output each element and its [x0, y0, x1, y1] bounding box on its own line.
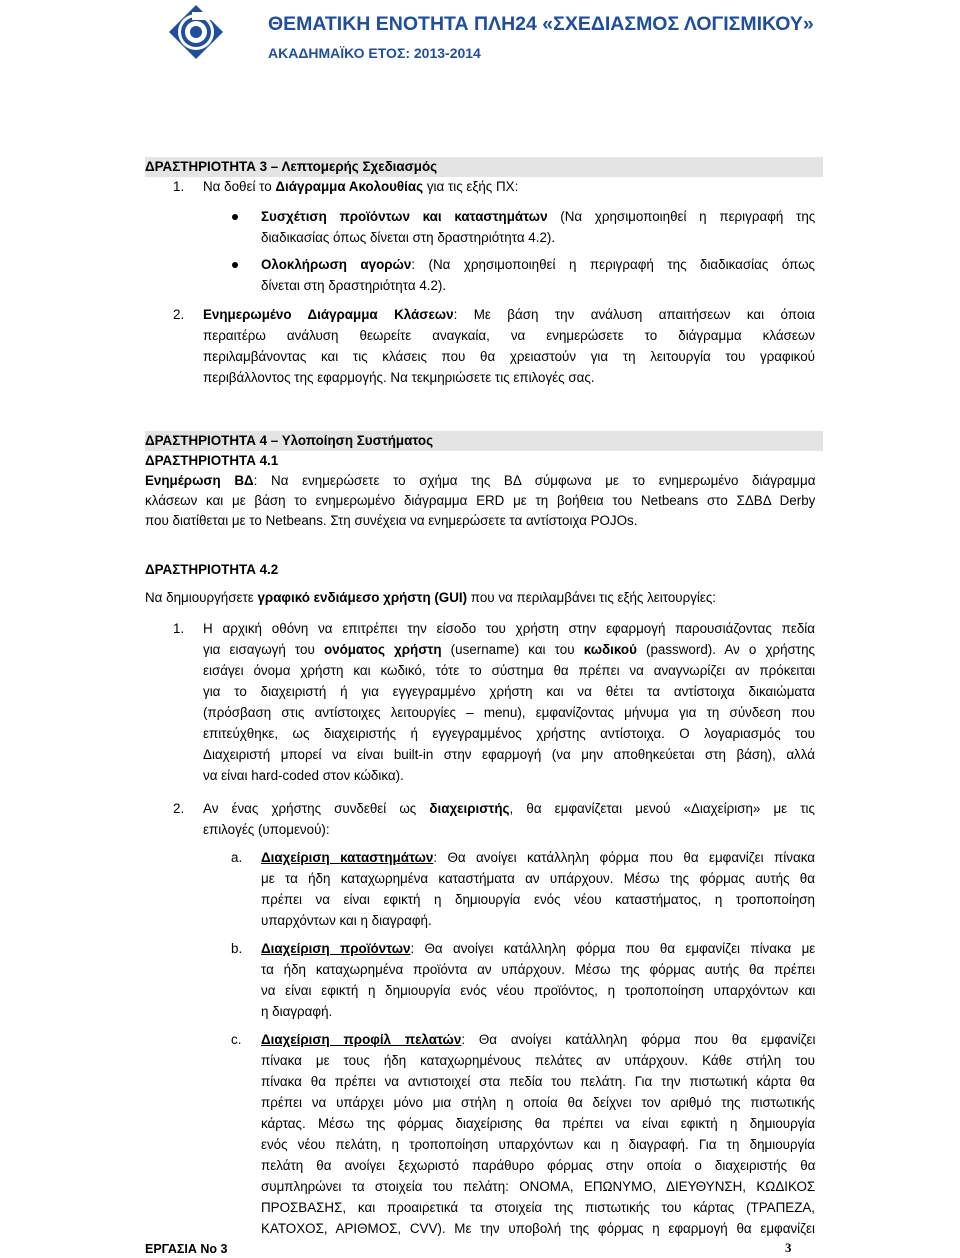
paragraph-line: που διατίθεται με το Netbeans. Στη συνέχεια να ενημερώσετε τα αντίστοιχα POJOs.	[145, 513, 638, 528]
list-number: 1.	[173, 179, 185, 194]
list-number: 1.	[173, 621, 185, 636]
sublist-item: Διαχείριση προϊόντων: Θα ανοίγει κατάλληλη φόρμα που θα εμφανίζει πίνακα με	[261, 941, 815, 956]
list-item-line: (πρόσβαση στις αντίστοιχες λειτουργίες – menu), εμφανίζοντας μήνυμα για τη σύνδεση που	[203, 705, 815, 720]
sublist-item: Διαχείριση καταστημάτων: Θα ανοίγει κατάλληλη φόρμα που θα εμφανίζει πίνακα	[261, 850, 815, 865]
page-number: 3	[785, 1240, 792, 1255]
list-item-line: εισάγει όνομα χρήστη και κωδικό, τότε το σύστημα θα πρέπει να αναγνωρίζει αν πρόκειται	[203, 663, 815, 678]
sublist-item-line: ενός νέου πελάτη, η τροποποίηση υπαρχόντων και η διαγραφή. Για τη δημιουργία	[261, 1137, 815, 1152]
sublist-item-line: ΚΑΤΟΧΟΣ, ΑΡΙΘΜΟΣ, CVV). Με την υποβολή της φόρμας η εφαρμογή θα εμφανίζει	[261, 1221, 815, 1236]
list-item-line: περιβάλλοντος της εφαρμογής. Να τεκμηριώσετε τις επιλογές σας.	[203, 370, 595, 385]
list-item: Η αρχική οθόνη να επιτρέπει την είσοδο του χρήστη στην εφαρμογή παρουσιάζοντας πεδία	[203, 621, 815, 636]
list-item-line: για εισαγωγή του ονόματος χρήστη (username) και του κωδικού (password). Αν ο χρήστης	[203, 642, 815, 657]
bullet-item: Συσχέτιση προϊόντων και καταστημάτων (Να χρησιμοποιηθεί η περιγραφή της	[261, 209, 815, 224]
list-item-line: για το διαχειριστή ή για εγγεγραμμένο χρήστη και να θέτει τα αντίστοιχα δικαιώματα	[203, 684, 815, 699]
sublist-item-line: υπαρχόντων και η διαγραφή.	[261, 913, 432, 928]
sublist-item: Διαχείριση προφίλ πελατών: Θα ανοίγει κατάλληλη φόρμα που θα εμφανίζει	[261, 1032, 815, 1047]
activity-4-2-heading: ΔΡΑΣΤΗΡΙΟΤΗΤΑ 4.2	[145, 562, 279, 577]
sublist-item-line: ΠΡΟΣΒΑΣΗΣ, και προαιρετικά τα στοιχεία της πιστωτικής του κάρτας (ΤΡΑΠΕΖΑ,	[261, 1200, 815, 1215]
sublist-letter: b.	[231, 941, 243, 956]
list-item-line: περιλαμβάνοντας και τις κλάσεις που θα χρειαστούν για τη λειτουργία του γραφικού	[203, 349, 815, 364]
sublist-item-line: πρέπει να υπάρχει μόνο μια στήλη η οποία θα δείχνει τον αριθμό της πιστωτικής	[261, 1095, 815, 1110]
footer-assignment-label: ΕΡΓΑΣΙΑ Νο 3	[145, 1242, 228, 1256]
sublist-item-line: πίνακα με τους ήδη καταχωρημένους πελάτες αν υπάρχουν. Κάθε στήλη του	[261, 1053, 815, 1068]
activity-3-heading: ΔΡΑΣΤΗΡΙΟΤΗΤΑ 3 – Λεπτομερής Σχεδιασμός	[145, 159, 438, 174]
sublist-item-line: η διαγραφή.	[261, 1004, 333, 1019]
paragraph-line: κλάσεων και με βάση το ενημερωμένο διάγραμμα ERD με τη βοήθεια του Netbeans στο ΣΔΒΔ Derby	[145, 493, 815, 508]
sublist-item-line: πίνακα θα πρέπει να αντιστοιχεί στα πεδία του πελάτη. Για την πιστωτική κάρτα θα	[261, 1074, 815, 1089]
list-item-line: επιτεύχθηκε, ως διαχειριστής ή εγγεγραμμένος χρήστης αντίστοιχα. Ο λογαριασμός του	[203, 726, 815, 741]
bullet-icon	[232, 262, 238, 268]
list-item-line: Διαχειριστή μπορεί να είναι built-in στην εφαρμογή (να μην αποθηκεύεται στη βάση), αλλά	[203, 747, 815, 762]
list-number: 2.	[173, 307, 185, 322]
sublist-item-line: να είναι εφικτή η δημιουργία ενός νέου προϊόντος, η τροποποίηση υπαρχόντων και	[261, 983, 815, 998]
sublist-letter: a.	[231, 850, 243, 865]
academic-year: ΑΚΑΔΗΜΑΪΚΟ ΕΤΟΣ: 2013-2014	[268, 45, 481, 61]
list-item-line: να είναι hard-coded στον κώδικα).	[203, 768, 404, 783]
list-item-line: επιλογές (υπομενού):	[203, 822, 330, 837]
paragraph-line: Να δημιουργήσετε γραφικό ενδιάμεσο χρήστη (GUI) που να περιλαμβάνει τις εξής λειτουργίες:	[145, 590, 717, 605]
course-title: ΘΕΜΑΤΙΚΗ ΕΝΟΤΗΤΑ ΠΛΗ24 «ΣΧΕΔΙΑΣΜΟΣ ΛΟΓΙΣΜΙΚΟΥ»	[268, 13, 814, 35]
activity-4-heading: ΔΡΑΣΤΗΡΙΟΤΗΤΑ 4 – Υλοποίηση Συστήματος	[145, 433, 434, 448]
sublist-item-line: τα ήδη καταχωρημένα προϊόντα αν υπάρχουν. Μέσω της φόρμας αυτής θα πρέπει	[261, 962, 815, 977]
sublist-item-line: με τα ήδη καταχωρημένα καταστήματα αν υπάρχουν. Μέσω της φόρμας αυτής θα	[261, 871, 815, 886]
activity-4-1-heading: ΔΡΑΣΤΗΡΙΟΤΗΤΑ 4.1	[145, 453, 279, 468]
university-logo	[160, 3, 232, 61]
sublist-item-line: πελάτη θα ανοίγει ξεχωριστό παράθυρο φόρμας στην οποία ο διαχειριστής θα	[261, 1158, 815, 1173]
list-item: Αν ένας χρήστης συνδεθεί ως διαχειριστής, θα εμφανίζεται μενού «Διαχείριση» με τις	[203, 801, 815, 816]
list-number: 2.	[173, 801, 185, 816]
paragraph-line: Ενημέρωση ΒΔ: Να ενημερώσετε το σχήμα της ΒΔ σύμφωνα με το ενημερωμένο διάγραμμα	[145, 473, 815, 488]
sublist-item-line: πρέπει να είναι εφικτή η δημιουργία ενός νέου καταστήματος, η τροποποίηση	[261, 892, 815, 907]
sublist-letter: c.	[231, 1032, 242, 1047]
bullet-item: Ολοκλήρωση αγορών: (Να χρησιμοποιηθεί η περιγραφή της διαδικασίας όπως	[261, 257, 815, 272]
list-item: Να δοθεί το Διάγραμμα Ακολουθίας για τις εξής ΠΧ:	[203, 179, 519, 194]
sublist-item-line: κάρτας. Μέσω της φόρμας διαχείρισης θα πρέπει να είναι εφικτή η δημιουργία	[261, 1116, 815, 1131]
list-item-line: περαιτέρω ανάλυση θεωρείτε αναγκαία, να ενημερώσετε το διάγραμμα κλάσεων	[203, 328, 815, 343]
bullet-item-line: δίνεται στη δραστηριότητα 4.2).	[261, 278, 447, 293]
sublist-item-line: συμπληρώνει τα στοιχεία του πελάτη: ΟΝΟΜΑ, ΕΠΩΝΥΜΟ, ΔΙΕΥΘΥΝΣΗ, ΚΩΔΙΚΟΣ	[261, 1179, 815, 1194]
bullet-item-line: διαδικασίας όπως δίνεται στη δραστηριότητα 4.2).	[261, 230, 556, 245]
list-item: Ενημερωμένο Διάγραμμα Κλάσεων: Με βάση την ανάλυση απαιτήσεων και όποια	[203, 307, 815, 322]
bullet-icon	[232, 214, 238, 220]
